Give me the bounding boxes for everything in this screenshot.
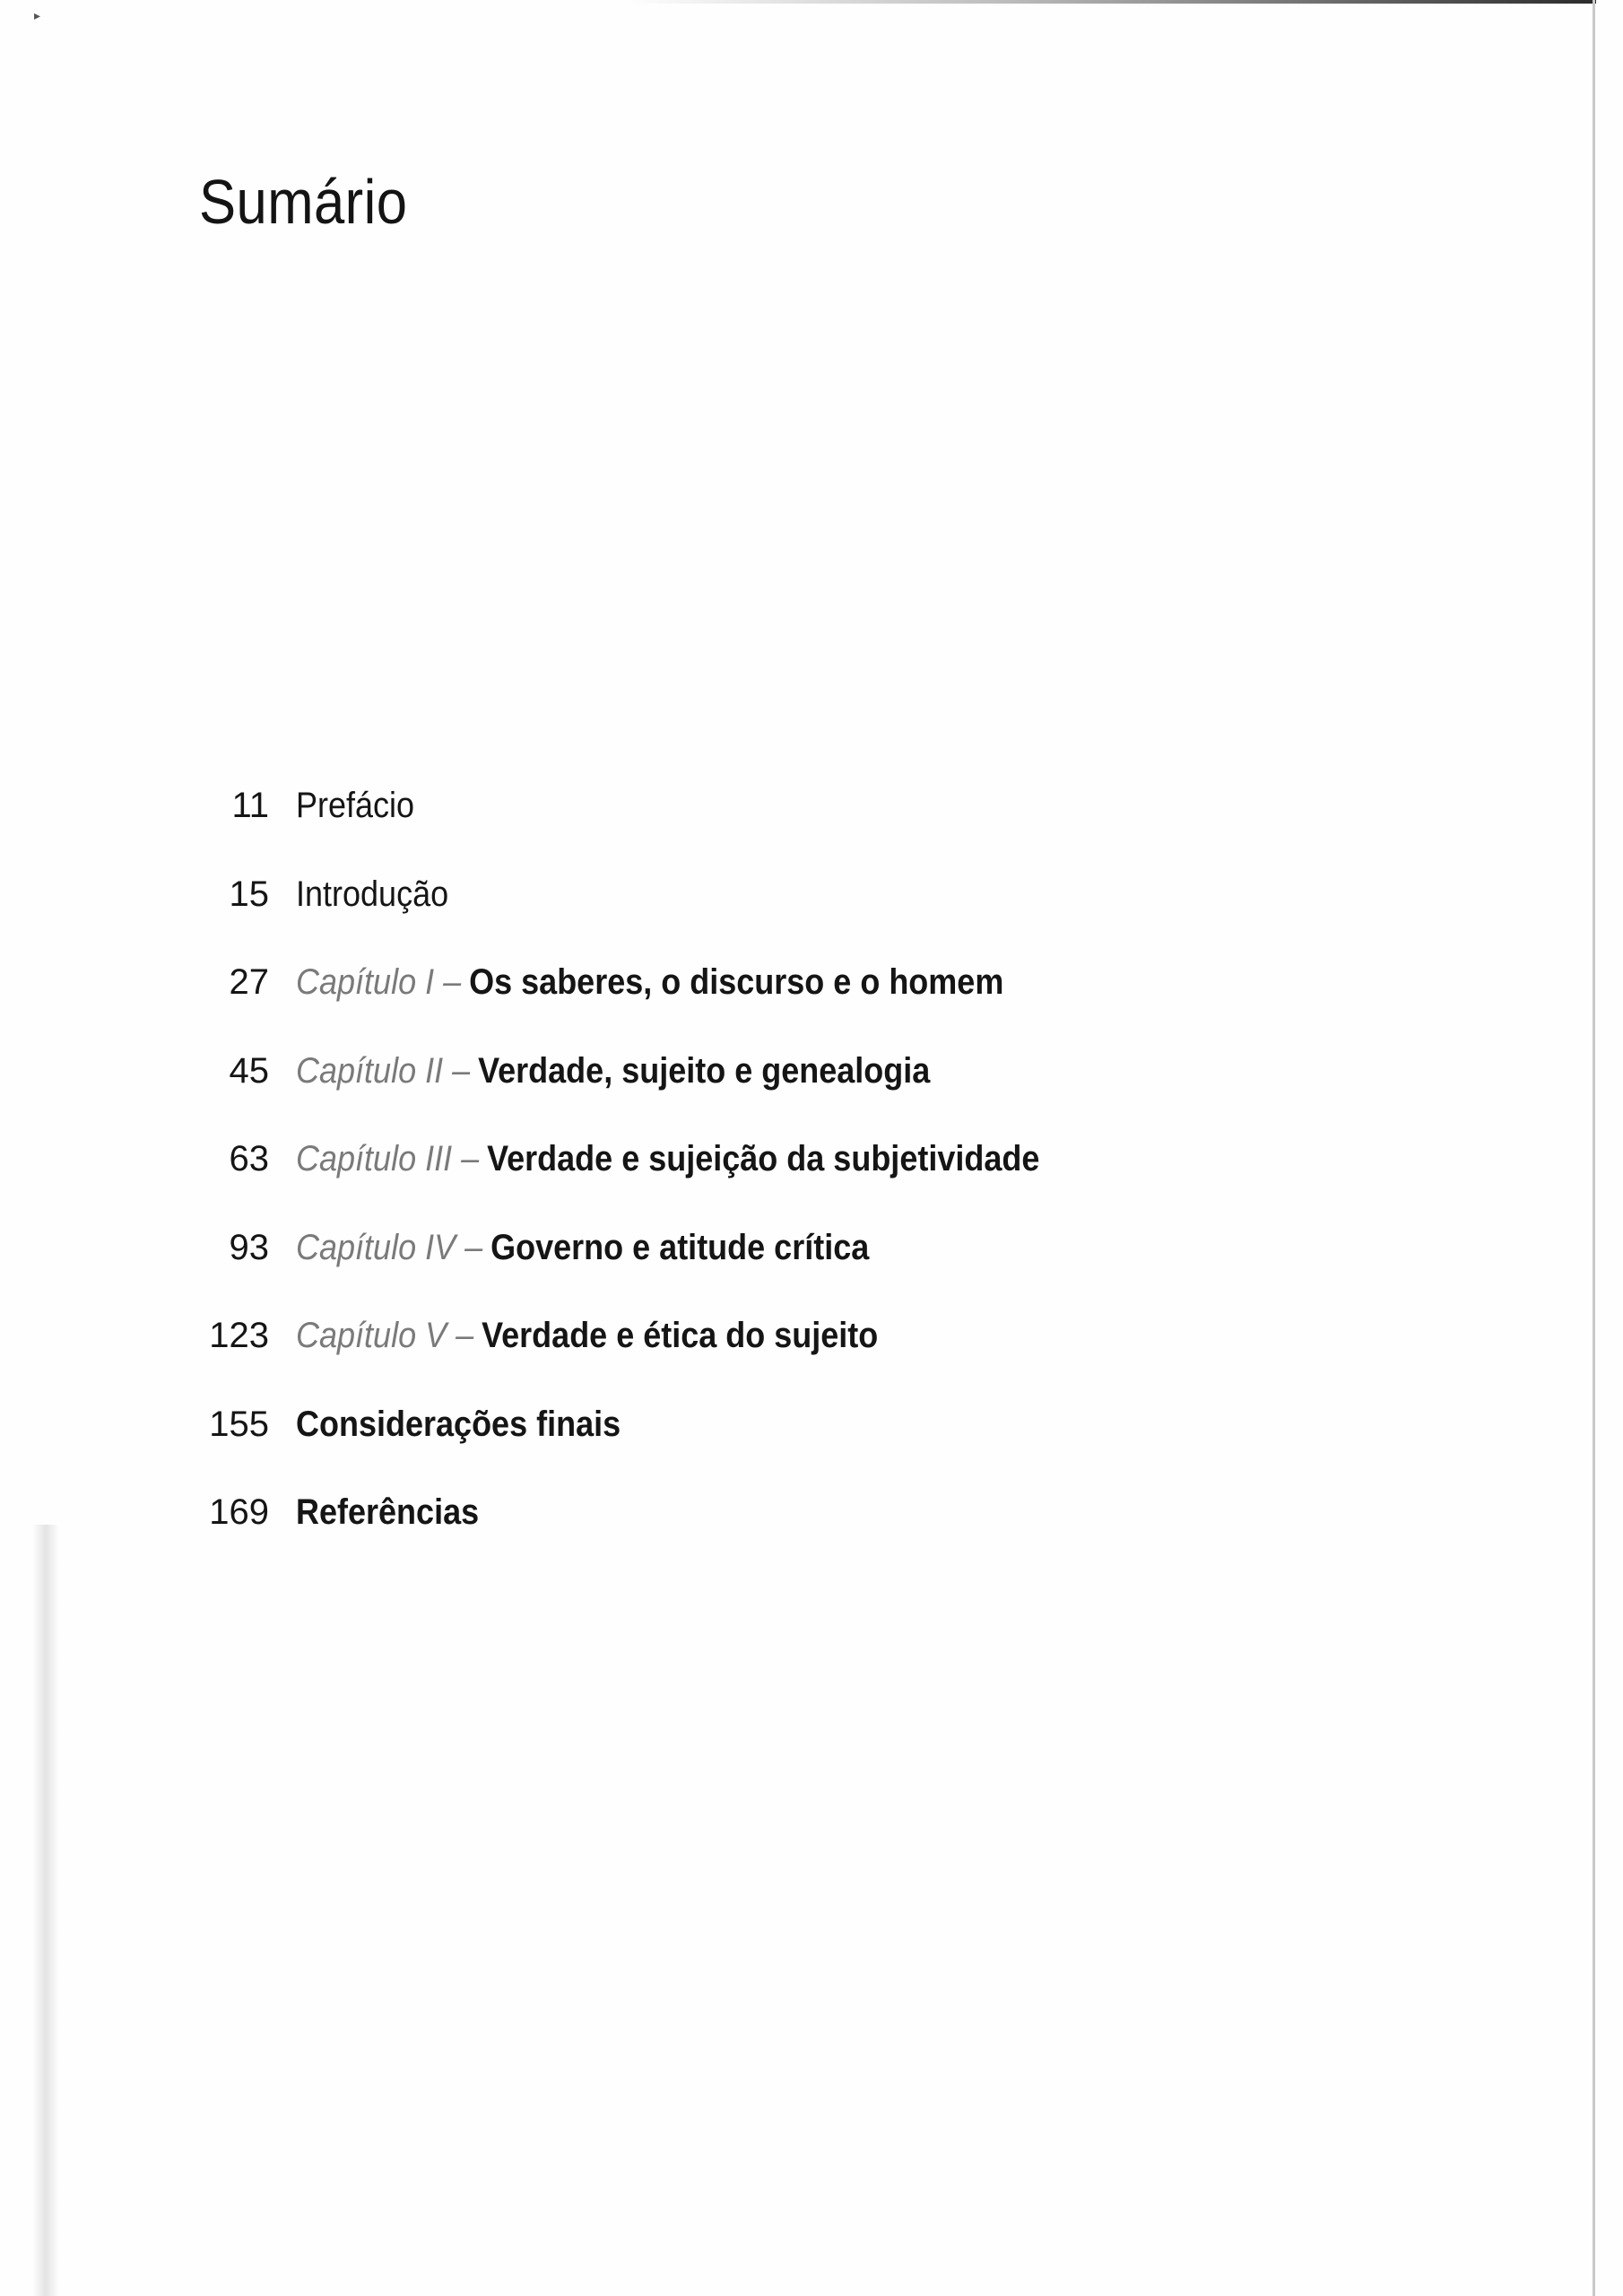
toc-page-number: 11 (231, 786, 269, 825)
toc-entry-text (296, 1485, 479, 1539)
toc-entry-title: Referências (296, 1492, 480, 1532)
scan-top-edge (628, 0, 1596, 4)
toc-entry-text (296, 1309, 878, 1362)
toc-entry-capitulo-2[interactable] (206, 1044, 1372, 1133)
toc-entry-text (296, 1132, 1039, 1186)
toc-page-number: 93 (229, 1227, 269, 1267)
toc-page-number: 27 (229, 962, 269, 1002)
toc-entry-consideracoes-finais[interactable] (206, 1397, 1372, 1486)
page-title: Sumário (199, 167, 408, 237)
toc-entry-text (296, 1397, 621, 1451)
table-of-contents (206, 778, 1372, 1574)
toc-entry-title: Considerações finais (296, 1404, 621, 1444)
toc-entry-text (296, 867, 448, 921)
toc-chapter-label: Capítulo I – (296, 962, 462, 1002)
toc-entry-title: Introdução (296, 874, 449, 914)
toc-entry-referencias[interactable] (206, 1485, 1372, 1574)
toc-chapter-label: Capítulo IV – (296, 1227, 483, 1267)
toc-entry-text (296, 1221, 869, 1274)
toc-entry-capitulo-5[interactable] (206, 1309, 1372, 1397)
toc-entry-title: Verdade e ética do sujeito (482, 1316, 879, 1355)
toc-page-number: 169 (209, 1492, 269, 1532)
toc-entry-text (296, 1044, 930, 1098)
toc-entry-introducao[interactable] (206, 867, 1372, 956)
toc-entry-title: Governo e atitude crítica (490, 1227, 870, 1267)
toc-entry-title: Verdade e sujeição da subjetividade (487, 1139, 1040, 1178)
scan-left-shadow (32, 1525, 59, 2296)
toc-entry-title: Os saberes, o discurso e o homem (469, 962, 1004, 1002)
toc-entry-text (296, 778, 414, 832)
toc-entry-capitulo-4[interactable] (206, 1221, 1372, 1309)
scan-right-edge (1593, 0, 1595, 2296)
toc-page-number: 45 (229, 1050, 269, 1091)
toc-entry-text (296, 955, 1003, 1009)
toc-entry-prefacio[interactable] (206, 778, 1372, 867)
toc-entry-capitulo-1[interactable] (206, 955, 1372, 1044)
toc-chapter-label: Capítulo V – (296, 1316, 474, 1355)
toc-entry-capitulo-3[interactable] (206, 1132, 1372, 1221)
toc-page-number: 123 (209, 1316, 269, 1355)
toc-page-number: 155 (209, 1404, 269, 1444)
toc-page-number: 15 (229, 874, 269, 914)
scan-corner-mark: ▸ (34, 8, 41, 22)
toc-page-number: 63 (229, 1139, 269, 1178)
toc-entry-title: Verdade, sujeito e genealogia (478, 1050, 931, 1091)
toc-entry-title: Prefácio (296, 786, 415, 825)
toc-chapter-label: Capítulo III – (296, 1139, 480, 1178)
toc-chapter-label: Capítulo II – (296, 1050, 471, 1091)
